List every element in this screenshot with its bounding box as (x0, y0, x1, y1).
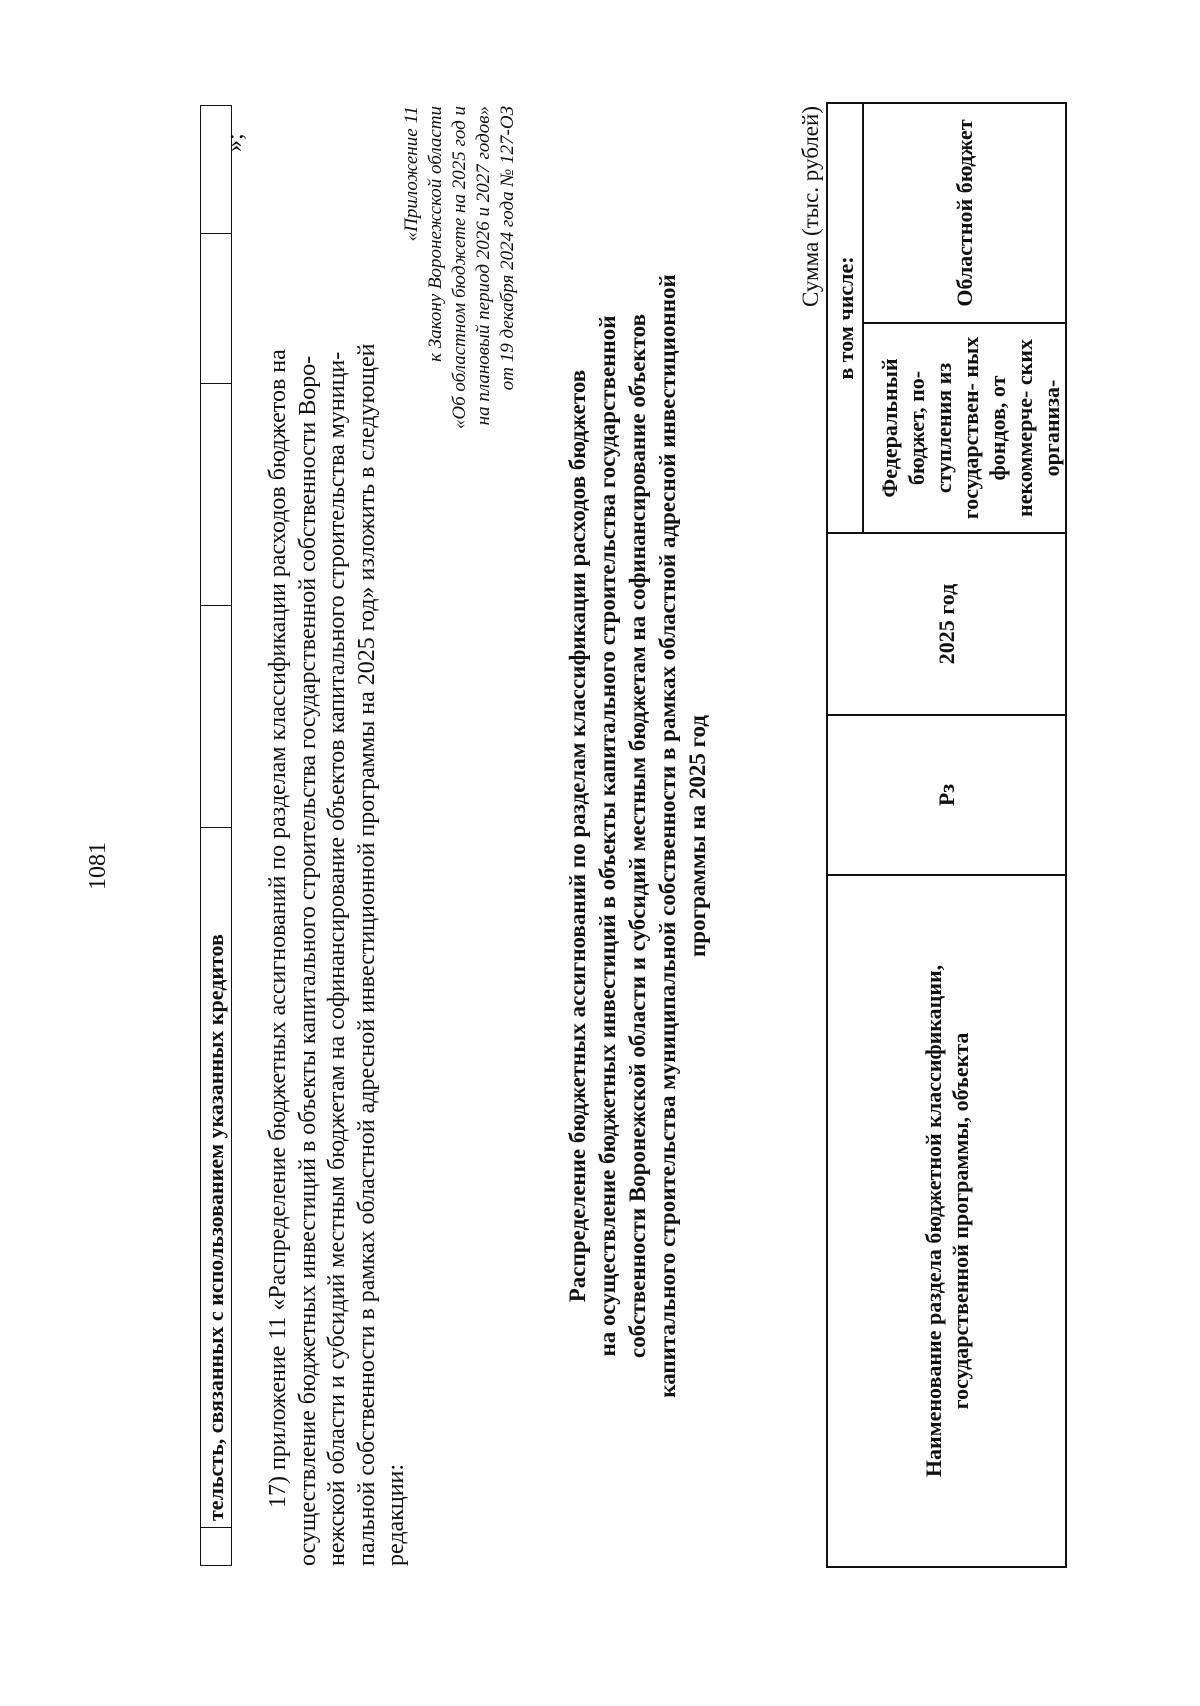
paragraph-line: осуществление бюджетных инвестиций в объекты капитального строительства государственной собственности Воро- (294, 355, 321, 1566)
table-cell (201, 106, 232, 234)
header-including: в том числе: (827, 103, 863, 533)
header-year: 2025 год (827, 533, 1066, 715)
table-row (201, 106, 232, 1566)
unit-label: Сумма (тыс. рублей) (798, 106, 823, 307)
header-federal: Федеральный бюджет, по- ступления из государствен- ных фондов, от некоммерче- ских организа- (863, 323, 1066, 533)
title-line: программы на 2025 год (685, 715, 710, 957)
table-cell (201, 234, 232, 384)
table-header-row (827, 103, 863, 1567)
paragraph-line: пальной собственности в рамках областной адресной инвестиционной программы на 2025 год» изложить в следующей (353, 343, 380, 1566)
header-rz: Рз (827, 715, 1066, 875)
header-name: Наименование раздела бюджетной классификации, государственной программы, объекта (827, 875, 1066, 1567)
appendix-note (400, 106, 520, 696)
table-cell (201, 384, 232, 606)
appendix-line: «Приложение 11 (401, 106, 422, 242)
page-number: 1081 (85, 842, 111, 890)
budget-table (826, 102, 1067, 1568)
closing-quote: »; (222, 133, 248, 152)
table-cell (201, 1528, 232, 1566)
header-regional: Областной бюджет (863, 103, 1066, 323)
title-line: Распределение бюджетных ассигнований по разделам классификации расходов бюджетов (565, 369, 590, 1303)
amendment-paragraph (264, 106, 412, 1566)
appendix-line: от 19 декабря 2024 года № 127-ОЗ (497, 106, 518, 391)
table-cell-text: тельсть, связанных с использованием указанных кредитов (201, 828, 232, 1528)
appendix-line: к Закону Воронежской области (425, 106, 446, 362)
appendix-line: «Об областном бюджете на 2025 год и (449, 106, 470, 430)
appendix-line: на плановый период 2026 и 2027 годов» (473, 106, 494, 426)
paragraph-line: нежской области и субсидий местным бюджетам на софинансирование объектов капитального строительства муници- (324, 351, 350, 1566)
title-line: собственности Воронежской области и субсидий местным бюджетам на софинансирование объектов (625, 314, 650, 1359)
table-cell (201, 606, 232, 828)
title-line: капитального строительства муниципальной собственности в рамках областной адресной инвестиционной (655, 274, 680, 1398)
title-line: на осуществление бюджетных инвестиций в объекты капитального строительства государственной (595, 315, 620, 1357)
document-title (563, 106, 713, 1566)
previous-table-fragment (200, 105, 232, 1566)
paragraph-line: 17) приложение 11 «Распределение бюджетных ассигнований по разделам классификации расходов бюджетов на (265, 349, 291, 1508)
paragraph-line: редакции: (383, 1463, 409, 1566)
